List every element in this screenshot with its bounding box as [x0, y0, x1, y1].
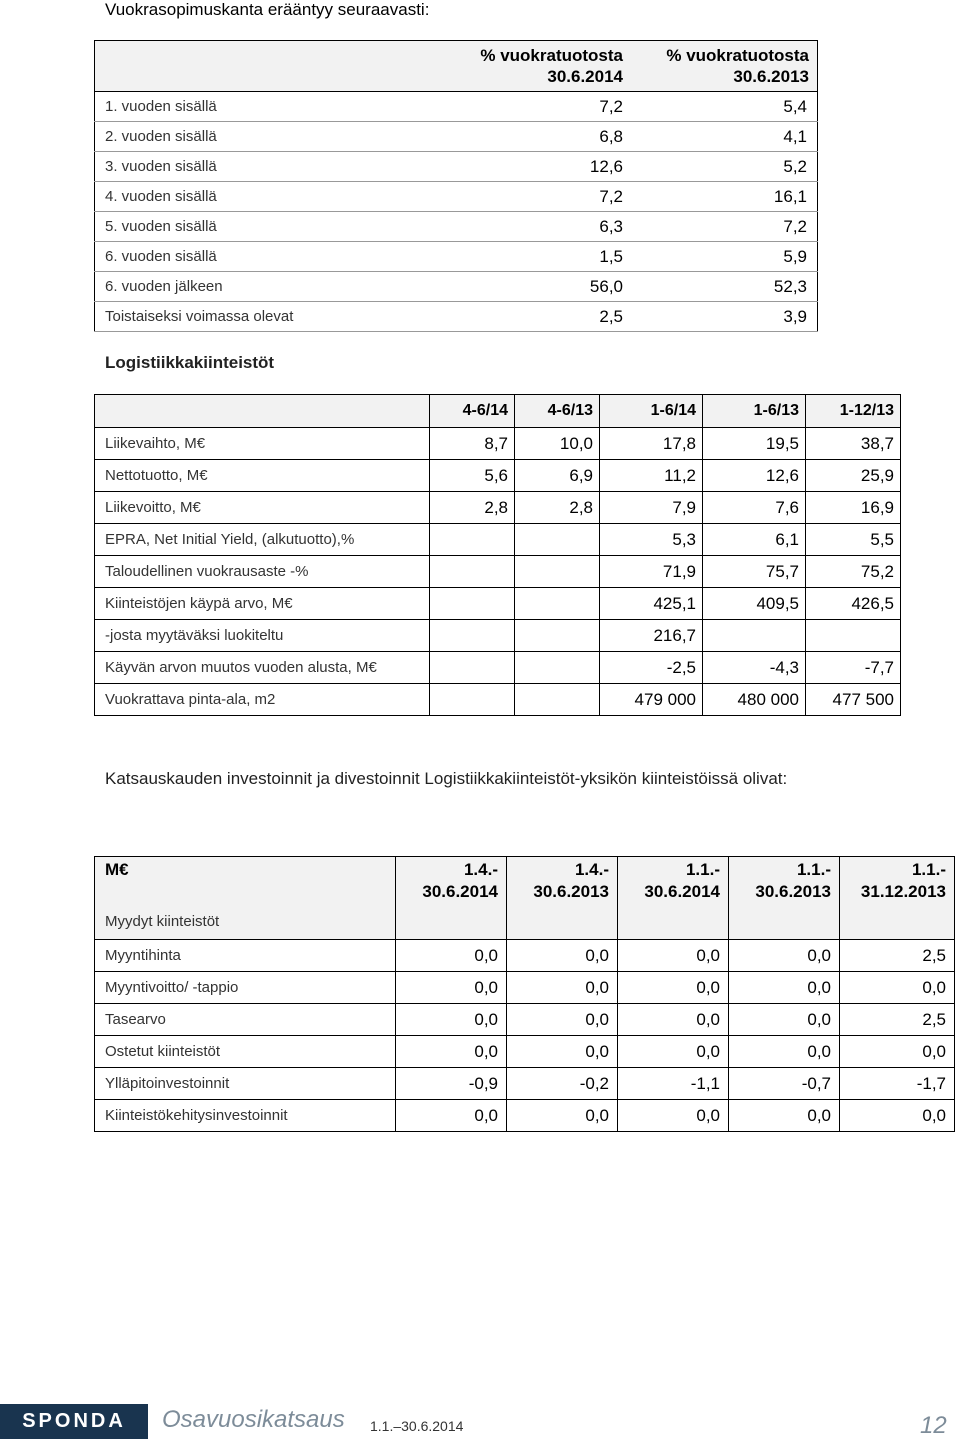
header-cell [618, 857, 729, 940]
table-cell: 12,6 [703, 460, 806, 492]
investments-table [94, 856, 955, 1132]
value-2014: 56,0 [433, 272, 631, 302]
table-cell: 17,8 [600, 428, 703, 460]
table-row [95, 302, 818, 332]
header-col-2014 [433, 41, 631, 92]
value-2013: 3,9 [631, 302, 818, 332]
table-row [95, 652, 901, 684]
table-row [95, 940, 955, 972]
table-cell: 0,0 [618, 1100, 729, 1132]
row-label: 1. vuoden sisällä [95, 92, 434, 122]
header-cell [840, 857, 955, 940]
table-cell: 0,0 [507, 1004, 618, 1036]
header-line: 1.1.- [796, 860, 831, 879]
table-cell: 0,0 [729, 1004, 840, 1036]
table-cell [430, 556, 515, 588]
table-cell: 0,0 [396, 972, 507, 1004]
table-cell: 25,9 [806, 460, 901, 492]
row-label: -josta myytäväksi luokiteltu [95, 620, 430, 652]
table-cell: 0,0 [840, 1036, 955, 1068]
table-cell: 0,0 [507, 940, 618, 972]
table-cell [515, 524, 600, 556]
table-row [95, 1068, 955, 1100]
table-cell: 409,5 [703, 588, 806, 620]
lease-table-body [95, 92, 818, 332]
table-cell: 0,0 [618, 972, 729, 1004]
table-cell: 425,1 [600, 588, 703, 620]
logistics-heading: Logistiikkakiinteistöt [105, 353, 275, 372]
table-header-row [95, 857, 955, 940]
table-cell: -1,1 [618, 1068, 729, 1100]
row-label: Liikevoitto, M€ [95, 492, 430, 524]
table-row [95, 1004, 955, 1036]
table-header-row [95, 41, 818, 92]
value-2013: 7,2 [631, 212, 818, 242]
table-cell: 7,6 [703, 492, 806, 524]
row-label: Nettotuotto, M€ [95, 460, 430, 492]
header-line: 30.6.2013 [733, 67, 809, 86]
row-label: 5. vuoden sisällä [95, 212, 434, 242]
table-cell: 2,8 [515, 492, 600, 524]
header-blank [95, 395, 430, 428]
table-cell [703, 620, 806, 652]
table-row [95, 492, 901, 524]
table-cell: 0,0 [507, 972, 618, 1004]
table-cell: 2,5 [840, 940, 955, 972]
table-cell: 0,0 [729, 940, 840, 972]
table-cell [515, 684, 600, 716]
header-line: 30.6.2014 [644, 882, 720, 901]
header-cell [507, 857, 618, 940]
table-row [95, 428, 901, 460]
table-row [95, 1036, 955, 1068]
header-cell [729, 857, 840, 940]
footer-title: Osavuosikatsaus [162, 1406, 345, 1433]
table-cell: 16,9 [806, 492, 901, 524]
header-line: 1.1.- [685, 860, 720, 879]
row-label: EPRA, Net Initial Yield, (alkutuotto),% [95, 524, 430, 556]
header-cell: 1-6/13 [703, 395, 806, 428]
header-line: 1.1.- [911, 860, 946, 879]
table-cell: -1,7 [840, 1068, 955, 1100]
table-cell: 0,0 [396, 940, 507, 972]
table-row [95, 684, 901, 716]
table-cell: 0,0 [618, 1036, 729, 1068]
table-cell: 0,0 [618, 1004, 729, 1036]
table-cell: 0,0 [840, 1100, 955, 1132]
header-cell: 4-6/14 [430, 395, 515, 428]
table-row [95, 588, 901, 620]
table-cell: -4,3 [703, 652, 806, 684]
value-2014: 6,3 [433, 212, 631, 242]
header-cell: 1-12/13 [806, 395, 901, 428]
row-label: Kiinteistökehitysinvestoinnit [95, 1100, 396, 1132]
table-cell: 477 500 [806, 684, 901, 716]
corner-subtitle: Myydyt kiinteistöt [105, 913, 220, 930]
table-cell: 0,0 [729, 1036, 840, 1068]
value-2013: 5,4 [631, 92, 818, 122]
row-label: Toistaiseksi voimassa olevat [95, 302, 434, 332]
value-2014: 1,5 [433, 242, 631, 272]
value-2013: 52,3 [631, 272, 818, 302]
table-row [95, 182, 818, 212]
investments-paragraph: Katsauskauden investoinnit ja divestoinnit Logistiikkakiinteistöt-yksikön kiinteistöissä olivat: [105, 769, 788, 788]
table-cell [430, 684, 515, 716]
header-cell: 1-6/14 [600, 395, 703, 428]
row-label: Liikevaihto, M€ [95, 428, 430, 460]
row-label: Myyntihinta [95, 940, 396, 972]
value-2014: 7,2 [433, 182, 631, 212]
table-header-row [95, 395, 901, 428]
table-cell: 6,1 [703, 524, 806, 556]
table-cell: 8,7 [430, 428, 515, 460]
header-line: 30.6.2013 [533, 882, 609, 901]
table-cell: -2,5 [600, 652, 703, 684]
header-line: 1.4.- [574, 860, 609, 879]
table-cell: 19,5 [703, 428, 806, 460]
value-2013: 5,2 [631, 152, 818, 182]
table-cell: 0,0 [729, 972, 840, 1004]
table-cell [806, 620, 901, 652]
header-blank [95, 41, 434, 92]
table-cell: 75,7 [703, 556, 806, 588]
table-cell [515, 652, 600, 684]
table-cell [430, 620, 515, 652]
table-row [95, 92, 818, 122]
table-cell: 0,0 [396, 1100, 507, 1132]
row-label: Ostetut kiinteistöt [95, 1036, 396, 1068]
header-cell: 4-6/13 [515, 395, 600, 428]
table-row [95, 212, 818, 242]
table-row [95, 972, 955, 1004]
header-line: % vuokratuotosta [480, 46, 623, 65]
row-label: 6. vuoden sisällä [95, 242, 434, 272]
row-label: Myyntivoitto/ -tappio [95, 972, 396, 1004]
table-cell: -0,2 [507, 1068, 618, 1100]
table-row [95, 620, 901, 652]
table-cell: -0,9 [396, 1068, 507, 1100]
table-cell: 0,0 [729, 1100, 840, 1132]
table-row [95, 556, 901, 588]
table-cell: 71,9 [600, 556, 703, 588]
investments-table-body [95, 940, 955, 1132]
sponda-logo: SPONDA [0, 1404, 148, 1439]
row-label: 6. vuoden jälkeen [95, 272, 434, 302]
table-row [95, 272, 818, 302]
row-label: 4. vuoden sisällä [95, 182, 434, 212]
header-line: % vuokratuotosta [666, 46, 809, 65]
table-cell: 0,0 [396, 1004, 507, 1036]
table-cell: 0,0 [507, 1036, 618, 1068]
logistics-table [94, 394, 901, 716]
table-row [95, 460, 901, 492]
table-cell [515, 620, 600, 652]
table-cell: 0,0 [618, 940, 729, 972]
table-row [95, 152, 818, 182]
table-cell: 0,0 [507, 1100, 618, 1132]
table-cell: 5,3 [600, 524, 703, 556]
value-2014: 12,6 [433, 152, 631, 182]
header-line: 30.6.2013 [755, 882, 831, 901]
header-line: 1.4.- [463, 860, 498, 879]
row-label: Kiinteistöjen käypä arvo, M€ [95, 588, 430, 620]
header-line: 31.12.2013 [860, 882, 946, 901]
header-line: 30.6.2014 [422, 882, 498, 901]
table-cell: 5,5 [806, 524, 901, 556]
table-cell: 216,7 [600, 620, 703, 652]
value-2013: 4,1 [631, 122, 818, 152]
table-cell: 2,8 [430, 492, 515, 524]
value-2014: 2,5 [433, 302, 631, 332]
table-cell: 38,7 [806, 428, 901, 460]
table-cell [430, 524, 515, 556]
header-corner [95, 857, 396, 940]
table-row [95, 524, 901, 556]
table-cell: 0,0 [840, 972, 955, 1004]
table-cell: 10,0 [515, 428, 600, 460]
intro-text: Vuokrasopimuskanta erääntyy seuraavasti: [105, 0, 430, 19]
value-2013: 16,1 [631, 182, 818, 212]
footer-period: 1.1.–30.6.2014 [370, 1418, 464, 1434]
table-cell: -0,7 [729, 1068, 840, 1100]
table-cell [430, 652, 515, 684]
table-row [95, 122, 818, 152]
value-2013: 5,9 [631, 242, 818, 272]
header-cell [396, 857, 507, 940]
row-label: Tasearvo [95, 1004, 396, 1036]
logistics-table-body [95, 428, 901, 716]
table-cell: 11,2 [600, 460, 703, 492]
table-cell: 75,2 [806, 556, 901, 588]
page-number: 12 [920, 1412, 947, 1439]
table-cell: -7,7 [806, 652, 901, 684]
table-cell: 0,0 [396, 1036, 507, 1068]
corner-title: M€ [105, 860, 129, 879]
row-label: Ylläpitoinvestoinnit [95, 1068, 396, 1100]
lease-expiry-table [94, 40, 818, 332]
value-2014: 7,2 [433, 92, 631, 122]
value-2014: 6,8 [433, 122, 631, 152]
row-label: Taloudellinen vuokrausaste -% [95, 556, 430, 588]
row-label: 3. vuoden sisällä [95, 152, 434, 182]
table-cell: 2,5 [840, 1004, 955, 1036]
table-cell: 7,9 [600, 492, 703, 524]
table-cell: 480 000 [703, 684, 806, 716]
table-cell: 6,9 [515, 460, 600, 492]
table-cell: 479 000 [600, 684, 703, 716]
table-cell [430, 588, 515, 620]
table-cell [515, 556, 600, 588]
table-row [95, 242, 818, 272]
row-label: 2. vuoden sisällä [95, 122, 434, 152]
table-cell: 426,5 [806, 588, 901, 620]
header-col-2013 [631, 41, 818, 92]
header-line: 30.6.2014 [547, 67, 623, 86]
row-label: Vuokrattava pinta-ala, m2 [95, 684, 430, 716]
row-label: Käyvän arvon muutos vuoden alusta, M€ [95, 652, 430, 684]
table-row [95, 1100, 955, 1132]
table-cell: 5,6 [430, 460, 515, 492]
table-cell [515, 588, 600, 620]
